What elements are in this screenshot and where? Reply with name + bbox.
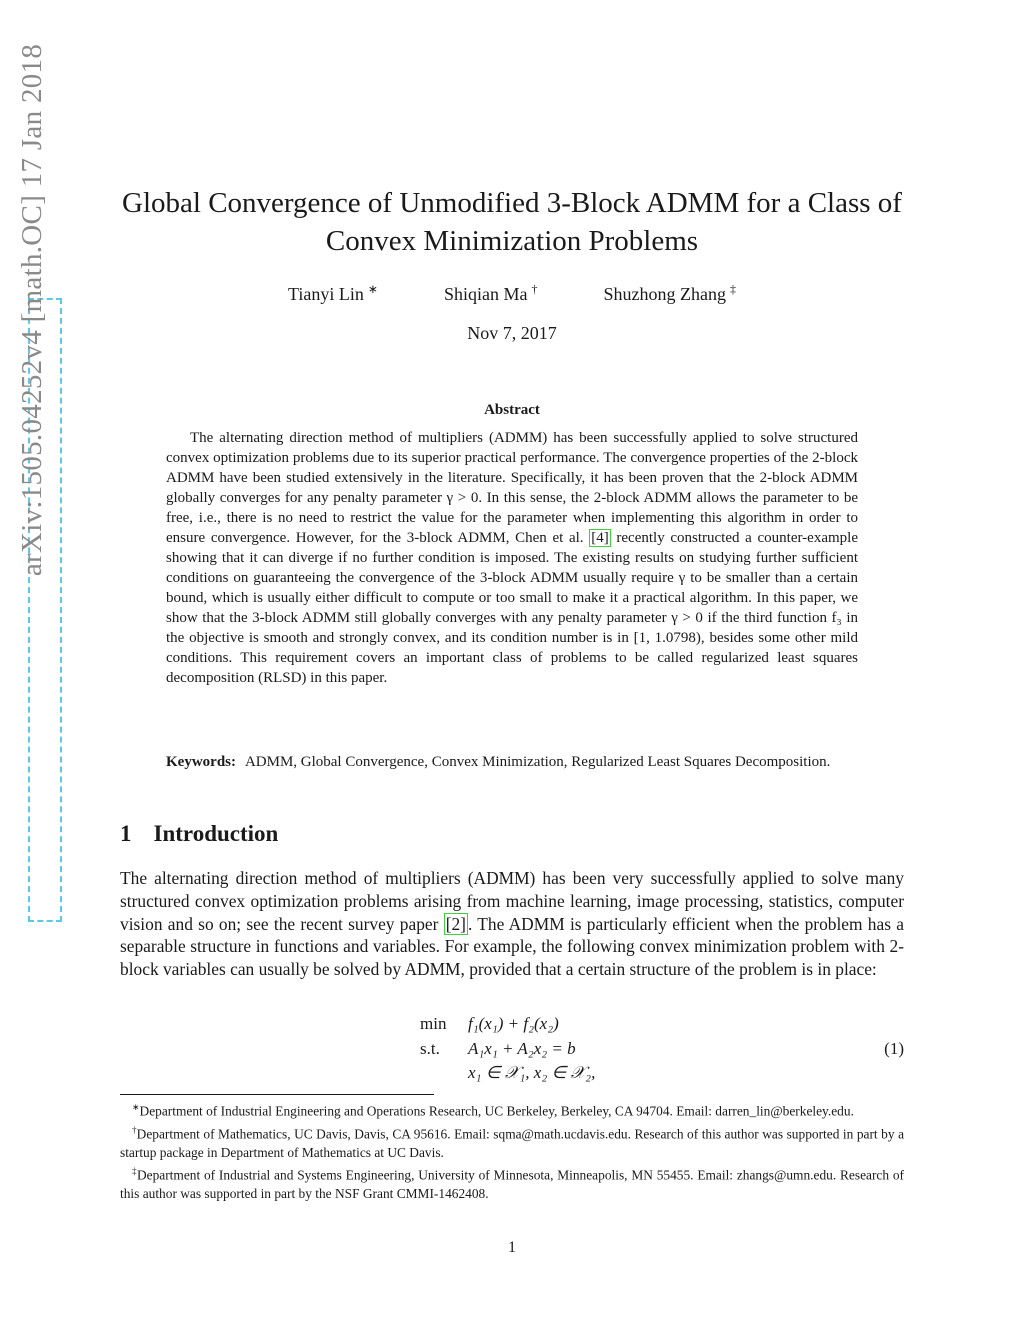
author-name: Shuzhong Zhang: [603, 284, 726, 304]
footnote-mark[interactable]: †: [531, 282, 538, 296]
section-number: 1: [120, 821, 132, 846]
equation-label: min: [420, 1014, 447, 1033]
footnotes: [120, 1098, 904, 1203]
abstract-text: [166, 428, 858, 688]
abstract-heading: Abstract: [484, 402, 540, 418]
keywords: [166, 752, 858, 772]
section-heading: [120, 821, 278, 847]
keywords-label: Keywords:: [166, 754, 236, 770]
keywords-text: ADMM, Global Convergence, Convex Minimization, Regularized Least Squares Decomposition.: [244, 754, 831, 770]
citation-link[interactable]: [4]: [591, 530, 609, 546]
footnote-text: Department of Mathematics, UC Davis, Davis, CA 95616. Email: sqma@math.ucdavis.edu. Research of this author was supported in part by a startup package in Department of Mathematics at UC Davis.: [120, 1126, 905, 1160]
footnote-divider: [120, 1094, 434, 1095]
intro-text-part-2: . The ADMM is particularly efficient when the problem has a separable structure in functions and variables. For example, the following convex minimization problem with 2-block variables can usually be solved by ADMM, provided that a certain structure of the problem is in place:: [120, 913, 904, 980]
equation-expression: f₁(x₁) + f₂(x₂): [468, 1014, 559, 1033]
introduction-paragraph: [120, 867, 904, 981]
author-name: Tianyi Lin: [288, 284, 364, 304]
arxiv-identifier[interactable]: arXiv:1505.04252v4 [math.OC] 17 Jan 2018: [16, 43, 48, 577]
title-line-2: Convex Minimization Problems: [325, 225, 699, 257]
page-number: 1: [508, 1239, 516, 1256]
equation-number: (1): [884, 1039, 904, 1058]
footnote-mark: ‡: [132, 1166, 137, 1177]
abstract-text-part-1: The alternating direction method of multipliers (ADMM) has been successfully applied to solve structured convex optimization problems due to its superior practical performance. The convergence properties of the 2-block ADMM have been studied extensively in the literature. Specifically, it has been proven that the 2-block ADMM globally converges for any penalty parameter γ > 0. In this sense, the 2-block ADMM allows the parameter to be free, i.e., there is no need to restrict the value for the parameter when implementing this algorithm in order to ensure convergence. However, for the 3-block ADMM, Chen et al.: [166, 430, 858, 546]
equation-row: [420, 1039, 576, 1061]
equation-1: [420, 1014, 904, 1086]
equation-row: [420, 1014, 559, 1036]
citation-link[interactable]: [2]: [445, 913, 466, 934]
author-name: Shiqian Ma: [443, 284, 528, 304]
equation-row: [420, 1063, 595, 1085]
equation-label: s.t.: [420, 1039, 440, 1058]
footnote: [120, 1162, 904, 1203]
footnote-mark[interactable]: ‡: [729, 282, 736, 296]
equation-expression: x₁ ∈ 𝒳₁, x₂ ∈ 𝒳₂,: [468, 1063, 596, 1082]
intro-text-part-1: The alternating direction method of multipliers (ADMM) has been very successfully applied to solve many structured convex optimization problems arising from machine learning, image processing, statistics, computer vision and so on; see the recent survey paper: [120, 868, 904, 934]
author: [603, 282, 735, 305]
author: [288, 282, 378, 305]
paper-title: [110, 184, 914, 260]
equation-expression: A₁x₁ + A₂x₂ = b: [468, 1039, 576, 1058]
footnote: [120, 1121, 904, 1162]
author: [444, 282, 538, 305]
author-list: [110, 282, 914, 305]
section-title: Introduction: [153, 821, 279, 846]
abstract-text-part-2: recently constructed a counter-example showing that it can diverge if no further condition is imposed. The existing results on studying further sufficient conditions on guaranteeing the convergence of the 3-block ADMM usually require γ to be smaller than a certain bound, which is usually either difficult to compute or too small to make it a practical algorithm. In this paper, we show that the 3-block ADMM still globally converges with any penalty parameter γ > 0 if the third function f₃ in the objective is smooth and strongly convex, and its condition number is in [1, 1.0798), besides some other mild conditions. This requirement covers an important class of problems to be called regularized least squares decomposition (RLSD) in this paper.: [166, 530, 858, 686]
footnote-mark: †: [132, 1124, 137, 1135]
paper-date: Nov 7, 2017: [467, 323, 557, 343]
footnote-mark: ∗: [132, 1102, 140, 1112]
title-line-1: Global Convergence of Unmodified 3-Block ADMM for a Class of: [122, 187, 902, 219]
footnote-text: Department of Industrial Engineering and Operations Research, UC Berkeley, Berkeley, CA 94704. Email: darren_lin@berkeley.edu.: [139, 1103, 854, 1119]
footnote-mark[interactable]: ∗: [367, 282, 378, 296]
footnote: [120, 1098, 904, 1121]
footnote-text: Department of Industrial and Systems Engineering, University of Minnesota, Minneapolis, MN 55455. Email: zhangs@umn.edu. Research of this author was supported in part by the NSF Grant CMMI-1462408.: [120, 1167, 905, 1202]
